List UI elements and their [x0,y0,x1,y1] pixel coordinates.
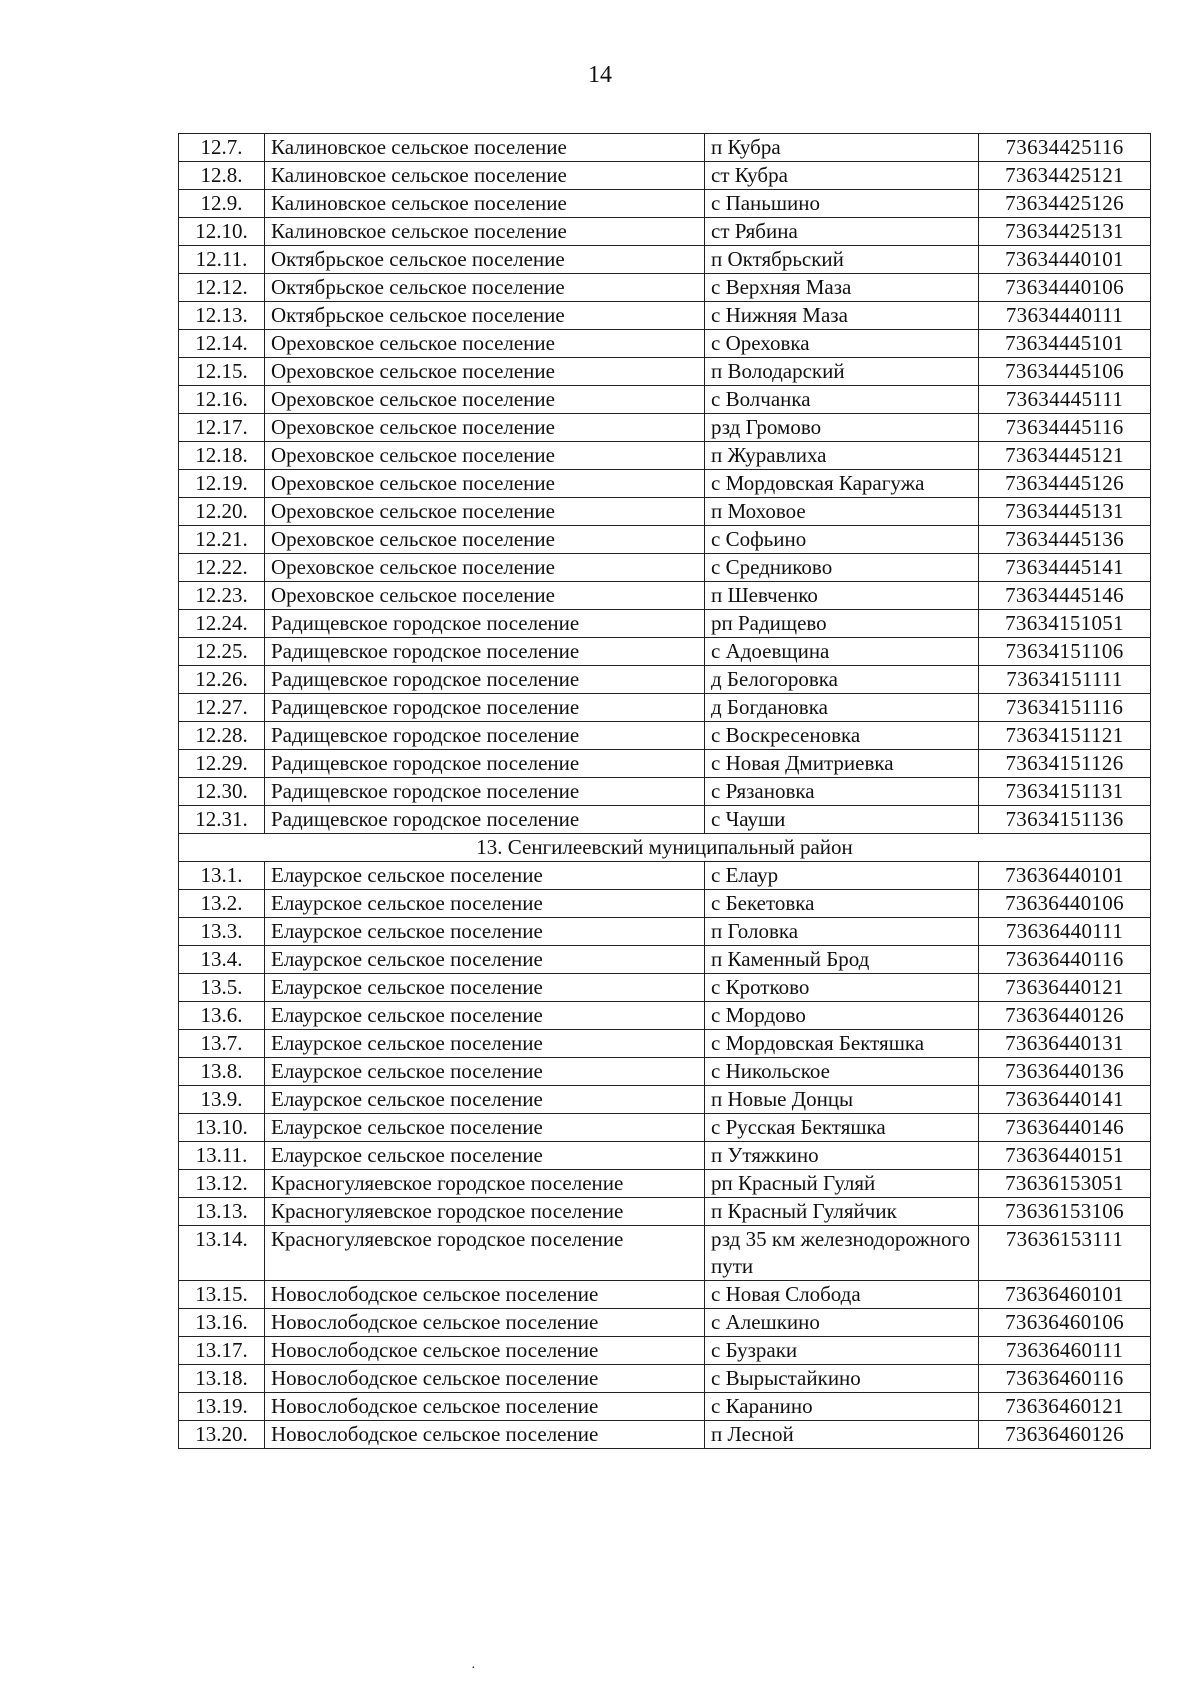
scan-dot: · [471,1661,476,1676]
table-row [179,246,1151,274]
row-number: 13.11. [179,1142,265,1170]
row-number: 13.15. [179,1281,265,1309]
oktmo-code: 73636440131 [979,1030,1151,1058]
oktmo-code: 73634151106 [979,638,1151,666]
row-number: 12.24. [179,610,265,638]
locality-name: с Новая Слобода [705,1281,979,1309]
row-number: 13.6. [179,1002,265,1030]
oktmo-code: 73634425116 [979,134,1151,162]
oktmo-code: 73634445111 [979,386,1151,414]
row-number: 13.10. [179,1114,265,1142]
row-number: 13.19. [179,1393,265,1421]
locality-name: п Кубра [705,134,979,162]
oktmo-code: 73634151136 [979,806,1151,834]
locality-name: с Бекетовка [705,890,979,918]
table-row [179,358,1151,386]
settlement-name: Елаурское сельское поселение [265,918,705,946]
settlement-name: Ореховское сельское поселение [265,442,705,470]
settlement-name: Октябрьское сельское поселение [265,274,705,302]
settlement-name: Радищевское городское поселение [265,610,705,638]
row-number: 12.11. [179,246,265,274]
section-title: 13. Сенгилеевский муниципальный район [179,834,1151,862]
settlement-name: Елаурское сельское поселение [265,862,705,890]
settlement-name: Радищевское городское поселение [265,694,705,722]
table-row [179,1198,1151,1226]
table-row [179,386,1151,414]
locality-name: рп Радищево [705,610,979,638]
locality-name: с Русская Бектяшка [705,1114,979,1142]
row-number: 12.10. [179,218,265,246]
locality-name: п Утяжкино [705,1142,979,1170]
locality-name: с Каранино [705,1393,979,1421]
locality-name: д Богдановка [705,694,979,722]
table-body [179,134,1151,1449]
table-row [179,498,1151,526]
oktmo-code: 73634425121 [979,162,1151,190]
oktmo-code: 73636440101 [979,862,1151,890]
locality-name: с Кротково [705,974,979,1002]
table-row [179,526,1151,554]
table-row [179,1393,1151,1421]
locality-name: с Воскресеновка [705,722,979,750]
row-number: 12.9. [179,190,265,218]
oktmo-code: 73634445141 [979,554,1151,582]
table-row [179,190,1151,218]
row-number: 12.20. [179,498,265,526]
row-number: 12.17. [179,414,265,442]
settlement-name: Октябрьское сельское поселение [265,302,705,330]
oktmo-code: 73636440141 [979,1086,1151,1114]
settlement-name: Елаурское сельское поселение [265,1002,705,1030]
locality-name: с Средниково [705,554,979,582]
row-number: 13.1. [179,862,265,890]
oktmo-code: 73636153051 [979,1170,1151,1198]
row-number: 12.27. [179,694,265,722]
oktmo-code: 73634440106 [979,274,1151,302]
oktmo-code: 73634425131 [979,218,1151,246]
table-row [179,554,1151,582]
locality-name: с Волчанка [705,386,979,414]
settlement-name: Ореховское сельское поселение [265,582,705,610]
row-number: 13.17. [179,1337,265,1365]
row-number: 13.14. [179,1226,265,1281]
row-number: 13.9. [179,1086,265,1114]
settlement-name: Елаурское сельское поселение [265,1058,705,1086]
locality-name: п Шевченко [705,582,979,610]
settlement-name: Калиновское сельское поселение [265,190,705,218]
table-row [179,1142,1151,1170]
table-row [179,162,1151,190]
row-number: 13.20. [179,1421,265,1449]
table-row [179,1058,1151,1086]
table-row [179,1281,1151,1309]
row-number: 12.30. [179,778,265,806]
section-row [179,834,1151,862]
oktmo-code: 73634151111 [979,666,1151,694]
table-row [179,778,1151,806]
row-number: 12.14. [179,330,265,358]
oktmo-code: 73634151126 [979,750,1151,778]
row-number: 12.21. [179,526,265,554]
row-number: 13.16. [179,1309,265,1337]
settlement-name: Радищевское городское поселение [265,722,705,750]
locality-name: п Моховое [705,498,979,526]
settlement-name: Ореховское сельское поселение [265,470,705,498]
table-row [179,470,1151,498]
table-row [179,722,1151,750]
settlement-name: Новослободское сельское поселение [265,1309,705,1337]
settlement-name: Калиновское сельское поселение [265,218,705,246]
oktmo-code: 73636440116 [979,946,1151,974]
oktmo-code: 73634445116 [979,414,1151,442]
settlement-name: Елаурское сельское поселение [265,1086,705,1114]
table-row [179,890,1151,918]
table-row [179,442,1151,470]
table-row [179,1170,1151,1198]
settlement-name: Красногуляевское городское поселение [265,1198,705,1226]
settlement-name: Красногуляевское городское поселение [265,1170,705,1198]
oktmo-code: 73634440111 [979,302,1151,330]
oktmo-code: 73634151116 [979,694,1151,722]
table-row [179,274,1151,302]
oktmo-code: 73636460101 [979,1281,1151,1309]
locality-name: с Рязановка [705,778,979,806]
locality-name: с Алешкино [705,1309,979,1337]
row-number: 12.13. [179,302,265,330]
locality-name: с Мордовская Карагужа [705,470,979,498]
locality-name: с Адоевщина [705,638,979,666]
row-number: 12.19. [179,470,265,498]
locality-name: рзд 35 км железнодорожного пути [705,1226,979,1281]
table-row [179,946,1151,974]
row-number: 12.29. [179,750,265,778]
locality-name: п Красный Гуляйчик [705,1198,979,1226]
oktmo-code: 73634440101 [979,246,1151,274]
row-number: 13.5. [179,974,265,1002]
table-row [179,1114,1151,1142]
table-row [179,750,1151,778]
locality-name: с Паньшино [705,190,979,218]
oktmo-code: 73634445126 [979,470,1151,498]
row-number: 12.28. [179,722,265,750]
settlement-name: Ореховское сельское поселение [265,386,705,414]
row-number: 13.8. [179,1058,265,1086]
settlement-name: Октябрьское сельское поселение [265,246,705,274]
locality-name: с Чауши [705,806,979,834]
oktmo-code: 73634445131 [979,498,1151,526]
row-number: 12.18. [179,442,265,470]
settlement-name: Ореховское сельское поселение [265,414,705,442]
row-number: 12.8. [179,162,265,190]
locality-name: ст Кубра [705,162,979,190]
locality-name: с Никольское [705,1058,979,1086]
locality-name: п Новые Донцы [705,1086,979,1114]
settlement-name: Радищевское городское поселение [265,806,705,834]
locality-name: с Софьино [705,526,979,554]
locality-name: п Журавлиха [705,442,979,470]
settlement-name: Новослободское сельское поселение [265,1393,705,1421]
oktmo-code: 73636440121 [979,974,1151,1002]
table-row [179,134,1151,162]
locality-name: рзд Громово [705,414,979,442]
settlement-name: Елаурское сельское поселение [265,1114,705,1142]
settlement-name: Радищевское городское поселение [265,778,705,806]
oktmo-code: 73634445101 [979,330,1151,358]
locality-name: с Бузраки [705,1337,979,1365]
row-number: 12.25. [179,638,265,666]
settlement-name: Елаурское сельское поселение [265,974,705,1002]
settlement-name: Ореховское сельское поселение [265,358,705,386]
oktmo-code: 73634445136 [979,526,1151,554]
table-row [179,582,1151,610]
row-number: 12.23. [179,582,265,610]
oktmo-code: 73636440146 [979,1114,1151,1142]
locality-name: с Елаур [705,862,979,890]
oktmo-code: 73634445146 [979,582,1151,610]
settlement-name: Ореховское сельское поселение [265,526,705,554]
locality-name: с Верхняя Маза [705,274,979,302]
settlement-name: Радищевское городское поселение [265,666,705,694]
table-row [179,918,1151,946]
settlement-name: Новослободское сельское поселение [265,1421,705,1449]
table-row [179,1365,1151,1393]
oktmo-code: 73636460116 [979,1365,1151,1393]
locality-name: д Белогоровка [705,666,979,694]
locality-name: с Мордовская Бектяшка [705,1030,979,1058]
oktmo-code: 73636440136 [979,1058,1151,1086]
locality-name: п Октябрьский [705,246,979,274]
table-row [179,638,1151,666]
locality-name: ст Рябина [705,218,979,246]
oktmo-code: 73636460106 [979,1309,1151,1337]
oktmo-code: 73636440106 [979,890,1151,918]
table-row [179,330,1151,358]
table-row [179,1086,1151,1114]
locality-name: п Володарский [705,358,979,386]
page-number: 14 [588,62,612,88]
locality-name: рп Красный Гуляй [705,1170,979,1198]
settlement-name: Елаурское сельское поселение [265,890,705,918]
locality-name: с Новая Дмитриевка [705,750,979,778]
locality-name: п Каменный Брод [705,946,979,974]
oktmo-code: 73634425126 [979,190,1151,218]
oktmo-code: 73636440111 [979,918,1151,946]
settlement-name: Елаурское сельское поселение [265,946,705,974]
oktmo-code: 73634151051 [979,610,1151,638]
settlement-name: Калиновское сельское поселение [265,134,705,162]
oktmo-code: 73636153111 [979,1226,1151,1281]
settlement-name: Ореховское сельское поселение [265,330,705,358]
row-number: 12.15. [179,358,265,386]
locality-name: с Ореховка [705,330,979,358]
row-number: 13.7. [179,1030,265,1058]
oktmo-code: 73634151121 [979,722,1151,750]
settlement-name: Радищевское городское поселение [265,638,705,666]
oktmo-code: 73634445121 [979,442,1151,470]
locality-name: п Лесной [705,1421,979,1449]
row-number: 12.26. [179,666,265,694]
locality-name: с Вырыстайкино [705,1365,979,1393]
settlement-name: Красногуляевское городское поселение [265,1226,705,1281]
table-row [179,806,1151,834]
locality-name: с Нижняя Маза [705,302,979,330]
oktmo-code: 73636153106 [979,1198,1151,1226]
row-number: 12.16. [179,386,265,414]
table-row [179,1030,1151,1058]
settlement-name: Ореховское сельское поселение [265,498,705,526]
oktmo-code: 73636440151 [979,1142,1151,1170]
table-row [179,862,1151,890]
table-row [179,974,1151,1002]
settlement-name: Ореховское сельское поселение [265,554,705,582]
row-number: 13.12. [179,1170,265,1198]
table-row [179,694,1151,722]
oktmo-code: 73636460126 [979,1421,1151,1449]
settlement-name: Новослободское сельское поселение [265,1281,705,1309]
settlements-table [178,133,1151,1449]
table-row [179,1421,1151,1449]
table-row [179,414,1151,442]
row-number: 12.31. [179,806,265,834]
oktmo-code: 73636460111 [979,1337,1151,1365]
oktmo-code: 73636460121 [979,1393,1151,1421]
settlement-name: Елаурское сельское поселение [265,1030,705,1058]
row-number: 12.7. [179,134,265,162]
row-number: 13.13. [179,1198,265,1226]
settlement-name: Елаурское сельское поселение [265,1142,705,1170]
table-row [179,1309,1151,1337]
table-row [179,1226,1151,1281]
table-row [179,1337,1151,1365]
locality-name: п Головка [705,918,979,946]
settlement-name: Радищевское городское поселение [265,750,705,778]
settlement-name: Калиновское сельское поселение [265,162,705,190]
table-row [179,610,1151,638]
table-row [179,218,1151,246]
table-row [179,666,1151,694]
settlement-name: Новослободское сельское поселение [265,1365,705,1393]
row-number: 13.18. [179,1365,265,1393]
oktmo-code: 73634151131 [979,778,1151,806]
settlement-name: Новослободское сельское поселение [265,1337,705,1365]
oktmo-code: 73636440126 [979,1002,1151,1030]
oktmo-code: 73634445106 [979,358,1151,386]
table-row [179,302,1151,330]
row-number: 13.2. [179,890,265,918]
table-row [179,1002,1151,1030]
row-number: 13.4. [179,946,265,974]
row-number: 12.22. [179,554,265,582]
row-number: 13.3. [179,918,265,946]
locality-name: с Мордово [705,1002,979,1030]
row-number: 12.12. [179,274,265,302]
